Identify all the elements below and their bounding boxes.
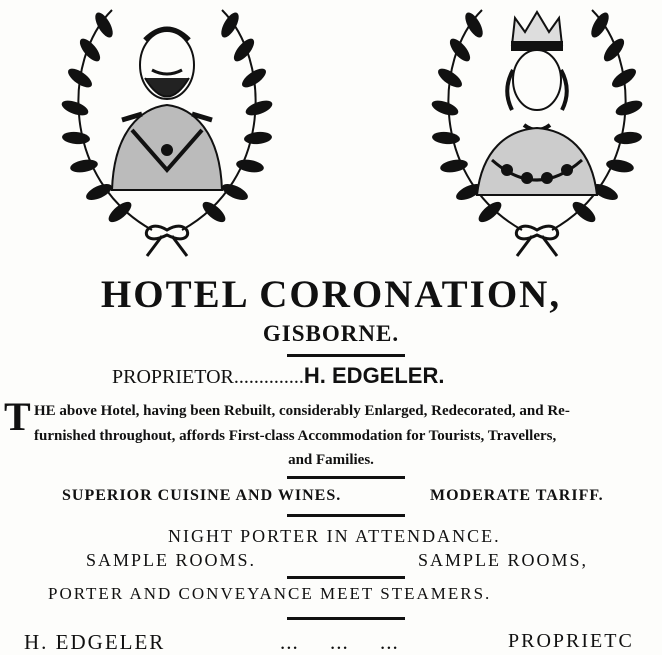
proprietor-line [112, 363, 444, 389]
divider [287, 514, 405, 517]
queen-portrait-wreath-icon [412, 0, 662, 258]
proprietor-label: PROPRIETOR [112, 366, 234, 388]
divider [287, 617, 405, 620]
divider [287, 476, 405, 479]
night-porter-text: NIGHT PORTER IN ATTENDANCE. [168, 526, 501, 546]
king-portrait-wreath-icon [42, 0, 292, 258]
sample-rooms-left: SAMPLE ROOMS. [86, 550, 257, 570]
proprietor-name: H. EDGELER. [303, 363, 445, 388]
footer-role: PROPRIETC [508, 630, 634, 652]
proprietor-dots: .............. [233, 366, 304, 388]
sample-rooms-right: SAMPLE ROOMS, [418, 550, 589, 570]
cuisine-text: SUPERIOR CUISINE AND WINES. [62, 487, 342, 504]
divider [287, 576, 405, 579]
tariff-text: MODERATE TARIFF. [430, 487, 604, 504]
footer-name: H. EDGELER [24, 630, 166, 654]
drop-cap: T [4, 394, 31, 439]
description-line-3: and Families. [288, 452, 374, 468]
porter-text: PORTER AND CONVEYANCE MEET STEAMERS. [48, 584, 492, 603]
description-line-1: HE above Hotel, having been Rebuilt, considerably Enlarged, Redecorated, and Re- [34, 403, 570, 419]
footer-dots: ... ... ... [280, 630, 399, 654]
hotel-name: HOTEL CORONATION, [100, 273, 562, 316]
hotel-town: GISBORNE. [262, 321, 400, 346]
description-line-2: furnished throughout, affords First-class Accommodation for Tourists, Travellers, [34, 428, 557, 444]
divider [287, 354, 405, 357]
